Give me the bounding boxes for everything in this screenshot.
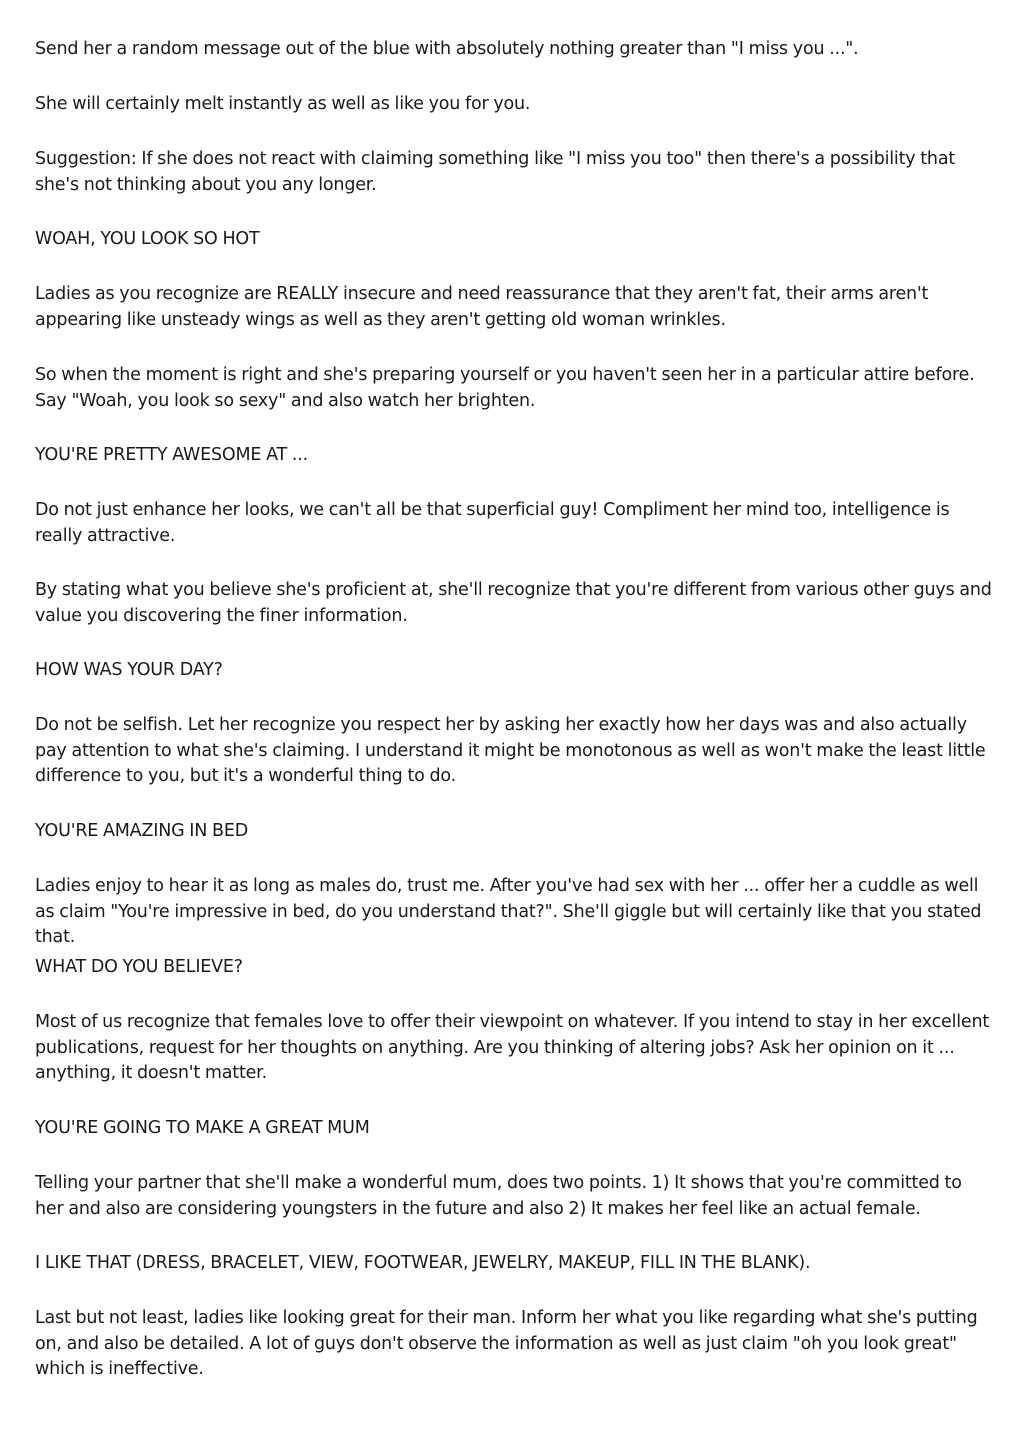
paragraph-enhance-looks: Do not just enhance her looks, we can't all be that superficial guy! Compliment her mind too, intelligence is really attractive. bbox=[35, 500, 950, 546]
section-heading-amazing-in-bed: YOU'RE AMAZING IN BED bbox=[35, 821, 248, 841]
paragraph-suggestion: Suggestion: If she does not react with claiming something like "I miss you too" then there's a possibility that she's not thinking about you any longer. bbox=[35, 149, 956, 195]
paragraph-last-but-not-least: Last but not least, ladies like looking great for their man. Inform her what you like regarding what she's putting on, and also be detailed. A lot of guys don't observe the information as well as just claim "oh you look great" which is ineffective. bbox=[35, 1308, 978, 1379]
paragraph-moment-right: So when the moment is right and she's preparing yourself or you haven't seen her in a particular attire before. Say "Woah, you look so sexy" and also watch her brighten. bbox=[35, 365, 975, 411]
section-heading-look-so-hot: WOAH, YOU LOOK SO HOT bbox=[35, 229, 260, 249]
section-heading-what-do-you-believe: WHAT DO YOU BELIEVE? bbox=[35, 957, 243, 977]
section-heading-pretty-awesome: YOU'RE PRETTY AWESOME AT ... bbox=[35, 445, 308, 465]
paragraph-wonderful-mum: Telling your partner that she'll make a wonderful mum, does two points. 1) It shows that you're committed to her and also are considering youngsters in the future and also 2) It makes her feel like an actual female. bbox=[35, 1173, 962, 1219]
section-heading-great-mum: YOU'RE GOING TO MAKE A GREAT MUM bbox=[35, 1118, 370, 1138]
section-heading-your-day: HOW WAS YOUR DAY? bbox=[35, 660, 223, 680]
paragraph-ladies-enjoy: Ladies enjoy to hear it as long as males do, trust me. After you've had sex with her ... offer her a cuddle as well as claim "You're impressive in bed, do you understand that?". She'll giggle but will certainly like that you stated that. bbox=[35, 876, 982, 947]
paragraph-insecure: Ladies as you recognize are REALLY insecure and need reassurance that they aren't fat, their arms aren't appearing like unsteady wings as well as they aren't getting old woman wrinkles. bbox=[35, 284, 929, 330]
paragraph-proficient: By stating what you believe she's proficient at, she'll recognize that you're different from various other guys and value you discovering the finer information. bbox=[35, 580, 992, 626]
paragraph-viewpoint: Most of us recognize that females love to offer their viewpoint on whatever. If you intend to stay in her excellent publications, request for her thoughts on anything. Are you thinking of altering jobs? Ask her opinion on it ... anything, it doesn't matter. bbox=[35, 1012, 990, 1083]
section-heading-i-like-that: I LIKE THAT (DRESS, BRACELET, VIEW, FOOTWEAR, JEWELRY, MAKEUP, FILL IN THE BLANK). bbox=[35, 1253, 811, 1273]
paragraph-intro-message: Send her a random message out of the blue with absolutely nothing greater than "I miss you ...". bbox=[35, 39, 859, 59]
paragraph-melt: She will certainly melt instantly as well as like you for you. bbox=[35, 94, 531, 114]
paragraph-not-selfish: Do not be selfish. Let her recognize you respect her by asking her exactly how her days was and also actually pay attention to what she's claiming. I understand it might be monotonous as well as won't make the least little difference to you, but it's a wonderful thing to do. bbox=[35, 715, 986, 786]
